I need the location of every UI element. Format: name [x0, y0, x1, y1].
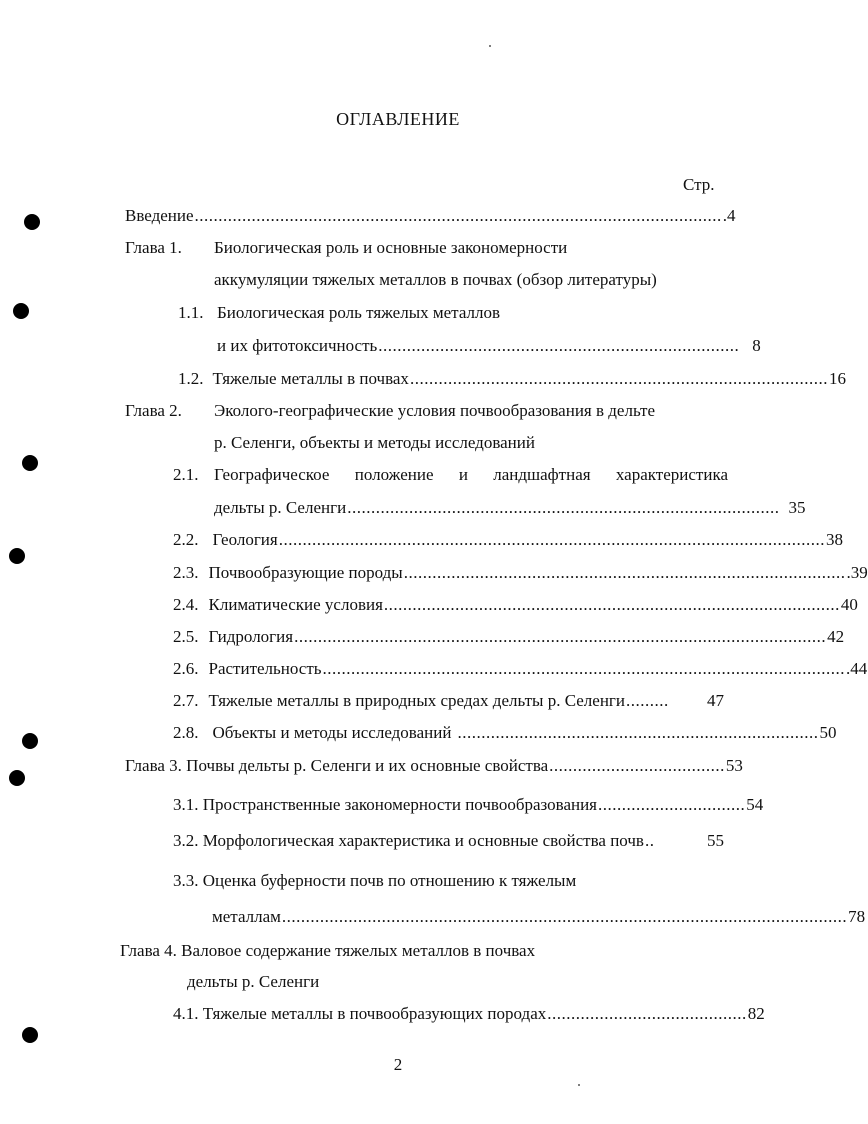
page-ref: 16	[828, 369, 846, 388]
scan-speck	[578, 1084, 580, 1086]
leader-dots: .......................................................................................................................	[281, 907, 848, 926]
toc-section-4-1: 4.1. Тяжелые металлы в почвообразующих породах .......................................... 82	[173, 1004, 765, 1023]
page-ref: 50	[819, 723, 837, 742]
leader-dots: .............................................................................................	[403, 563, 846, 582]
toc-chapter-2-title-line1: Эколого-географические условия почвообразования в дельте	[214, 401, 656, 420]
leader-dots: ............................................................................	[457, 723, 819, 742]
toc-section-3-2: 3.2. Морфологическая характеристика и основные свойства почв .. 55	[173, 831, 724, 850]
leader-dots: ...........................................................................................	[347, 498, 780, 517]
leader-dots: ........................................................................................	[409, 369, 828, 388]
toc-section-3-1: 3.1. Пространственные закономерности почвообразования ............................... 54	[173, 795, 764, 814]
leader-dots: ................................................................................................	[383, 595, 840, 614]
toc-section-2-2: 2.2. Геология ................................................................................................................... 38	[173, 530, 843, 549]
leader-dots: ..............................................................................................................	[322, 659, 846, 678]
toc-chapter-3: Глава 3. Почвы дельты р. Селенги и их основные свойства ..................................... 53	[125, 756, 743, 775]
toc-section-number: 2.1.	[173, 465, 199, 484]
leader-dots: ..	[644, 831, 655, 850]
toc-section-2-4: 2.4. Климатические условия ................................................................................................ 40	[173, 595, 858, 614]
page-ref: 53	[725, 756, 743, 775]
toc-section-3-3-line1: 3.3. Оценка буферности почв по отношению к тяжелым	[173, 871, 577, 890]
binder-hole-icon	[22, 1027, 38, 1043]
binder-hole-icon	[9, 548, 25, 564]
leader-dots: ..........................................	[547, 1004, 747, 1023]
page-ref: 82	[747, 1004, 765, 1023]
page-ref: 78	[848, 907, 866, 926]
toc-chapter-4-line2: дельты р. Селенги	[187, 972, 320, 991]
leader-dots: ................................................................................................................	[294, 627, 827, 646]
toc-section-2-1-line2: дельты р. Селенги ........................................................................................... 35	[214, 498, 806, 517]
binder-hole-icon	[22, 455, 38, 471]
leader-dots: .....................................	[549, 756, 725, 775]
page-ref: 55	[707, 831, 724, 850]
toc-chapter-1-title-line1: Биологическая роль и основные закономерности	[214, 238, 568, 257]
toc-section-2-1-line1: Географическое положение и ландшафтная характеристика	[214, 465, 728, 484]
toc-section-1-1-line1: Биологическая роль тяжелых металлов	[217, 303, 501, 322]
page-ref: 8	[752, 336, 761, 355]
page-ref: .44	[846, 659, 868, 678]
page-ref: 38	[825, 530, 843, 549]
binder-hole-icon	[24, 214, 40, 230]
scan-speck	[489, 45, 491, 47]
toc-chapter-1-title-line2: аккумуляции тяжелых металлов в почвах (обзор литературы)	[214, 270, 657, 289]
toc-chapter-1-label: Глава 1.	[125, 238, 182, 257]
toc-section-number: 1.1.	[178, 303, 204, 322]
toc-chapter-2-title-line2: р. Селенги, объекты и методы исследований	[214, 433, 535, 452]
toc-section-2-5: 2.5. Гидрология ................................................................................................................ 42	[173, 627, 845, 646]
toc-section-2-3: 2.3. Почвообразующие породы ............................................................................................. .39	[173, 563, 868, 582]
page-title: ОГЛАВЛЕНИЕ	[336, 109, 460, 129]
page-ref: 42	[827, 627, 845, 646]
page-ref: 47	[707, 691, 724, 710]
page-number: 2	[393, 1055, 403, 1074]
toc-section-2-8: 2.8. Объекты и методы исследований ............................................................................ 50	[173, 723, 837, 742]
page-ref: 40	[840, 595, 858, 614]
toc-section-3-3-line2: металлам ....................................................................................................................... 78	[212, 907, 866, 926]
binder-hole-icon	[9, 770, 25, 786]
toc-section-1-1-line2: и их фитотоксичность ............................................................................ 8	[217, 336, 761, 355]
toc-entry-intro: Введение ............................................................................................................... .4	[125, 206, 736, 225]
leader-dots: .........	[625, 691, 669, 710]
toc-section-2-6: 2.6. Растительность .............................................................................................................. .44	[173, 659, 868, 678]
page-ref: 54	[746, 795, 764, 814]
leader-dots: ............................................................................	[378, 336, 740, 355]
toc-chapter-4-line1: Глава 4. Валовое содержание тяжелых металлов в почвах	[120, 941, 536, 960]
page-ref: 35	[788, 498, 806, 517]
toc-chapter-2-label: Глава 2.	[125, 401, 182, 420]
leader-dots: ...................................................................................................................	[278, 530, 825, 549]
toc-section-1-2: 1.2. Тяжелые металлы в почвах ........................................................................................ 16	[178, 369, 846, 388]
leader-dots: ...............................	[598, 795, 746, 814]
page-column-label: Стр.	[683, 175, 715, 194]
toc-section-2-7: 2.7. Тяжелые металлы в природных средах дельты р. Селенги ......... 47	[173, 691, 724, 710]
binder-hole-icon	[13, 303, 29, 319]
page-ref: .4	[722, 206, 736, 225]
page-ref: .39	[846, 563, 868, 582]
leader-dots: ...............................................................................................................	[194, 206, 722, 225]
binder-hole-icon	[22, 733, 38, 749]
